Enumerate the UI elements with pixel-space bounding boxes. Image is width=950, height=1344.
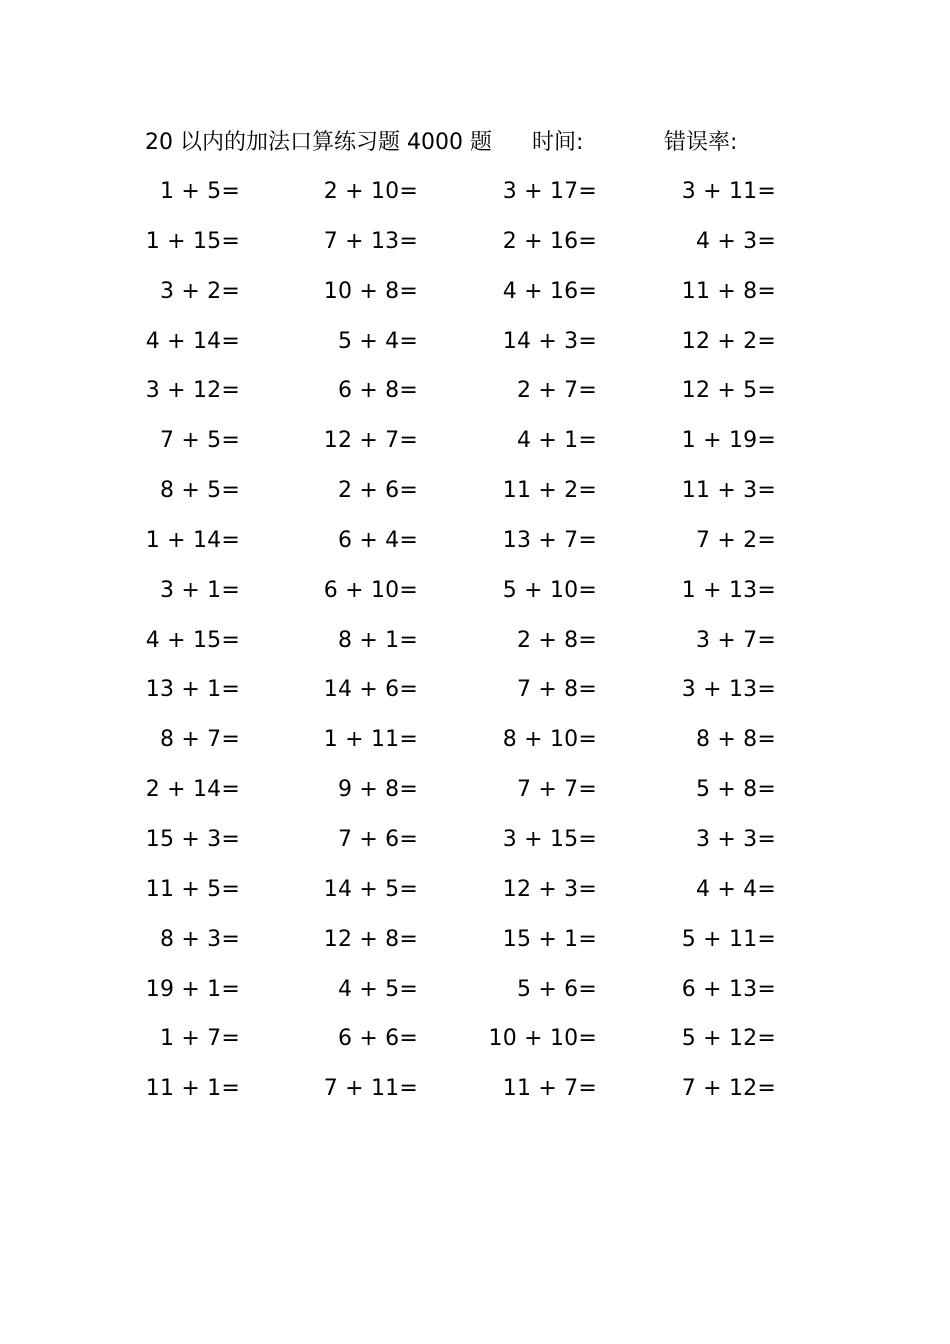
error-rate-label: 错误率: — [664, 130, 738, 155]
addition-problem: 7 + 2= — [695, 527, 776, 553]
problem-row — [0, 222, 950, 272]
problem-row — [0, 1069, 950, 1119]
addition-problem: 19 + 1= — [145, 976, 240, 1002]
problem-row — [0, 371, 950, 421]
addition-problem: 11 + 1= — [145, 1076, 240, 1102]
addition-problem: 3 + 11= — [681, 179, 776, 204]
addition-problem: 2 + 7= — [516, 378, 597, 404]
problem-row — [0, 920, 950, 970]
addition-problem: 1 + 5= — [159, 179, 240, 204]
addition-problem: 10 + 8= — [323, 278, 418, 304]
addition-problem: 6 + 4= — [337, 527, 418, 553]
worksheet-title: 20 以内的加法口算练习题 4000 题 — [145, 130, 492, 155]
addition-problem: 5 + 6= — [516, 976, 597, 1002]
addition-problem: 4 + 4= — [695, 876, 776, 902]
problem-row — [0, 322, 950, 372]
addition-problem: 6 + 8= — [337, 378, 418, 404]
addition-problem: 6 + 6= — [337, 1026, 418, 1052]
addition-problem: 15 + 1= — [502, 926, 597, 952]
problem-grid — [0, 172, 950, 1119]
addition-problem: 12 + 3= — [502, 876, 597, 902]
addition-problem: 8 + 10= — [502, 727, 597, 753]
addition-problem: 8 + 7= — [159, 727, 240, 753]
problem-row — [0, 421, 950, 471]
problem-row — [0, 521, 950, 571]
addition-problem: 15 + 3= — [145, 826, 240, 852]
addition-problem: 8 + 3= — [159, 926, 240, 952]
addition-problem: 13 + 7= — [502, 527, 597, 553]
addition-problem: 1 + 15= — [145, 228, 240, 254]
addition-problem: 4 + 5= — [337, 976, 418, 1002]
problem-row — [0, 272, 950, 322]
addition-problem: 3 + 2= — [159, 278, 240, 304]
addition-problem: 2 + 10= — [323, 179, 418, 204]
addition-problem: 5 + 4= — [337, 328, 418, 354]
addition-problem: 1 + 7= — [159, 1026, 240, 1052]
problem-row — [0, 621, 950, 671]
problem-row — [0, 820, 950, 870]
addition-problem: 9 + 8= — [337, 777, 418, 803]
addition-problem: 10 + 10= — [488, 1026, 597, 1052]
addition-problem: 2 + 14= — [145, 777, 240, 803]
addition-problem: 1 + 19= — [681, 428, 776, 454]
problem-row — [0, 720, 950, 770]
problem-row — [0, 471, 950, 521]
addition-problem: 7 + 13= — [323, 228, 418, 254]
addition-problem: 3 + 3= — [695, 826, 776, 852]
addition-problem: 7 + 7= — [516, 777, 597, 803]
addition-problem: 8 + 5= — [159, 478, 240, 504]
addition-problem: 3 + 1= — [159, 577, 240, 603]
addition-problem: 3 + 7= — [695, 627, 776, 653]
addition-problem: 6 + 10= — [323, 577, 418, 603]
addition-problem: 4 + 1= — [516, 428, 597, 454]
addition-problem: 11 + 7= — [502, 1076, 597, 1102]
addition-problem: 5 + 12= — [681, 1026, 776, 1052]
addition-problem: 14 + 5= — [323, 876, 418, 902]
problem-row — [0, 670, 950, 720]
addition-problem: 14 + 6= — [323, 677, 418, 703]
problem-row — [0, 571, 950, 621]
addition-problem: 11 + 5= — [145, 876, 240, 902]
addition-problem: 12 + 8= — [323, 926, 418, 952]
addition-problem: 12 + 5= — [681, 378, 776, 404]
addition-problem: 2 + 6= — [337, 478, 418, 504]
addition-problem: 3 + 12= — [145, 378, 240, 404]
addition-problem: 8 + 8= — [695, 727, 776, 753]
addition-problem: 11 + 3= — [681, 478, 776, 504]
addition-problem: 3 + 17= — [502, 179, 597, 204]
problem-row — [0, 970, 950, 1020]
addition-problem: 13 + 1= — [145, 677, 240, 703]
addition-problem: 7 + 6= — [337, 826, 418, 852]
addition-problem: 3 + 15= — [502, 826, 597, 852]
addition-problem: 4 + 14= — [145, 328, 240, 354]
addition-problem: 4 + 15= — [145, 627, 240, 653]
addition-problem: 7 + 11= — [323, 1076, 418, 1102]
addition-problem: 11 + 2= — [502, 478, 597, 504]
addition-problem: 7 + 5= — [159, 428, 240, 454]
addition-problem: 4 + 16= — [502, 278, 597, 304]
addition-problem: 7 + 8= — [516, 677, 597, 703]
addition-problem: 2 + 16= — [502, 228, 597, 254]
addition-problem: 12 + 7= — [323, 428, 418, 454]
addition-problem: 14 + 3= — [502, 328, 597, 354]
time-label: 时间: — [532, 130, 584, 155]
addition-problem: 5 + 10= — [502, 577, 597, 603]
addition-problem: 1 + 14= — [145, 527, 240, 553]
addition-problem: 8 + 1= — [337, 627, 418, 653]
addition-problem: 1 + 13= — [681, 577, 776, 603]
addition-problem: 12 + 2= — [681, 328, 776, 354]
addition-problem: 5 + 11= — [681, 926, 776, 952]
addition-problem: 11 + 8= — [681, 278, 776, 304]
problem-row — [0, 1019, 950, 1069]
addition-problem: 6 + 13= — [681, 976, 776, 1002]
addition-problem: 4 + 3= — [695, 228, 776, 254]
addition-problem: 7 + 12= — [681, 1076, 776, 1102]
addition-problem: 3 + 13= — [681, 677, 776, 703]
problem-row — [0, 770, 950, 820]
problem-row — [0, 172, 950, 222]
addition-problem: 2 + 8= — [516, 627, 597, 653]
worksheet-header — [0, 126, 950, 160]
addition-problem: 1 + 11= — [323, 727, 418, 753]
addition-problem: 5 + 8= — [695, 777, 776, 803]
problem-row — [0, 870, 950, 920]
